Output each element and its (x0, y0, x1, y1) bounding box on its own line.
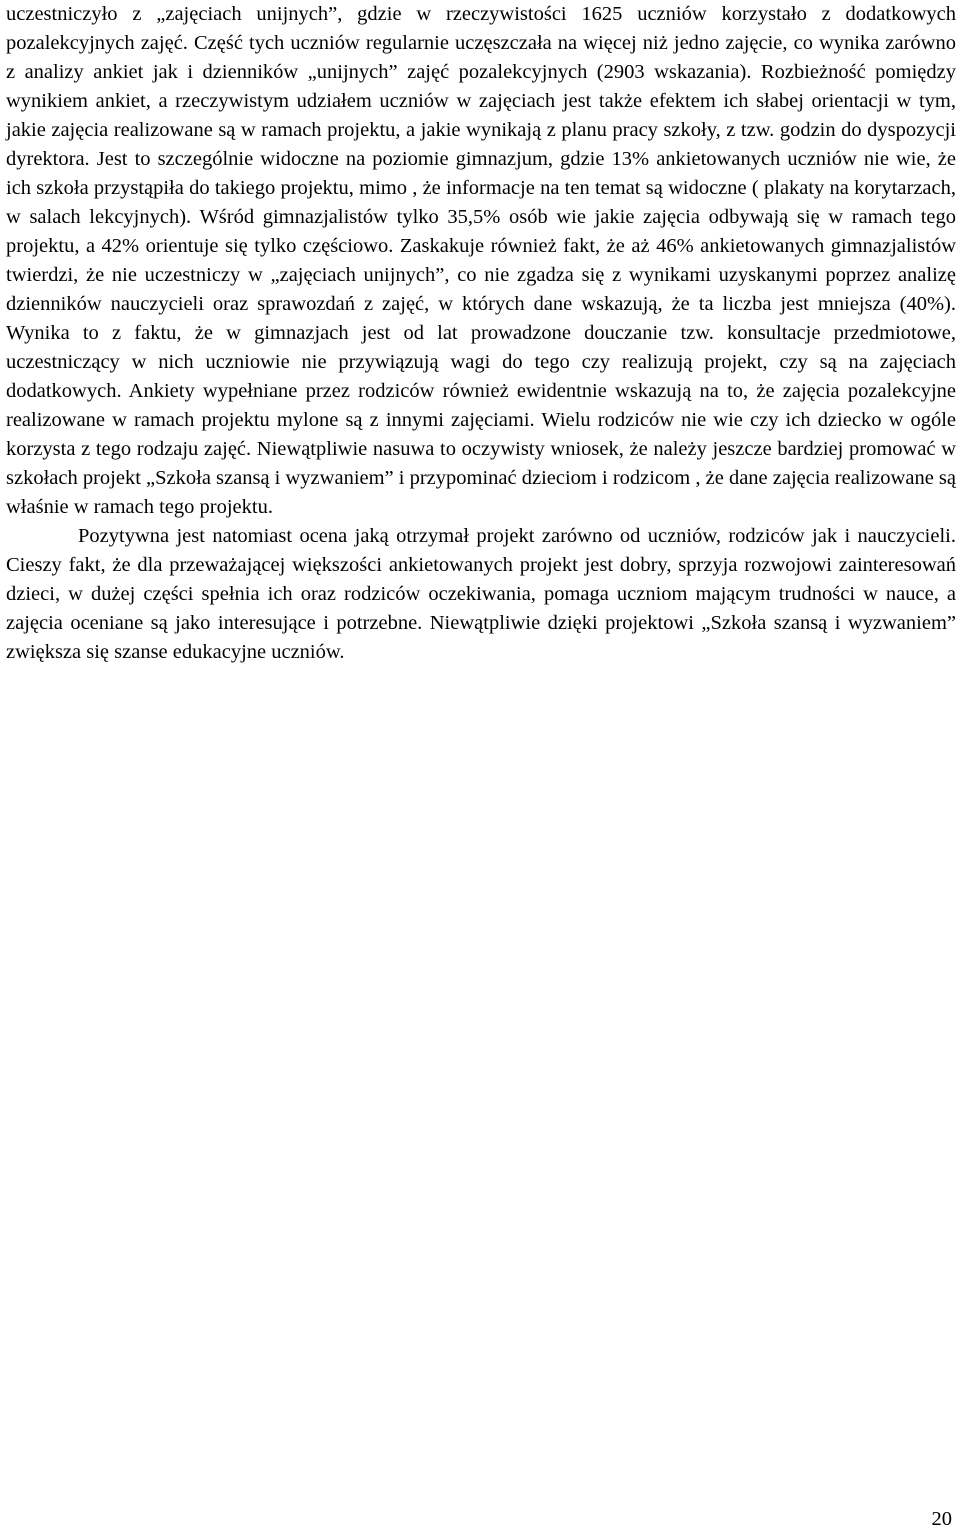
body-paragraph-evaluation: Pozytywna jest natomiast ocena jaką otrzymał projekt zarówno od uczniów, rodziców jak i nauczycieli. Cieszy fakt, że dla przeważającej większości ankietowanych projekt jest dobry, sprzyja rozwojowi zainteresowań dzieci, w dużej części spełnia ich oraz rodziców oczekiwania, pomaga uczniom mającym trudności w nauce, a zajęcia oceniane są jako interesujące i potrzebne. Niewątpliwie dzięki projektowi „Szkoła szansą i wyzwaniem” zwiększa się szanse edukacyjne uczniów. (6, 525, 956, 663)
body-paragraph-continued: uczestniczyło z „zajęciach unijnych”, gdzie w rzeczywistości 1625 uczniów korzystało z dodatkowych pozalekcyjnych zajęć. Część tych uczniów regularnie uczęszczała na więcej niż jedno zajęcie, co wynika zarówno z analizy ankiet jak i dzienników „unijnych” zajęć pozalekcyjnych (2903 wskazania). Rozbieżność pomiędzy wynikiem ankiet, a rzeczywistym udziałem uczniów w zajęciach jest także efektem ich słabej orientacji w tym, jakie zajęcia realizowane są w ramach projektu, a jakie wynikają z planu pracy szkoły, z tzw. godzin do dyspozycji dyrektora. Jest to szczególnie widoczne na poziomie gimnazjum, gdzie 13% ankietowanych uczniów nie wie, że ich szkoła przystąpiła do takiego projektu, mimo , że informacje na ten temat są widoczne ( plakaty na korytarzach, w salach lekcyjnych). Wśród gimnazjalistów tylko 35,5% osób wie jakie zajęcia odbywają się w ramach tego projektu, a 42% orientuje się tylko częściowo. Zaskakuje również fakt, że aż 46% ankietowanych gimnazjalistów twierdzi, że nie uczestniczy w „zajęciach unijnych”, co nie zgadza się z wynikami uzyskanymi poprzez analizę dzienników nauczycieli oraz sprawozdań z zajęć, w których dane wskazują, że ta liczba jest mniejsza (40%). Wynika to z faktu, że w gimnazjach jest od lat prowadzone douczanie tzw. konsultacje przedmiotowe, uczestniczący w nich uczniowie nie przywiązują wagi do tego czy realizują projekt, czy są na zajęciach dodatkowych. Ankiety wypełniane przez rodziców również ewidentnie wskazują na to, że zajęcia pozalekcyjne realizowane w ramach projektu mylone są z innymi zajęciami. Wielu rodziców nie wie czy ich dziecko w ogóle korzysta z tego rodzaju zajęć. Niewątpliwie nasuwa to oczywisty wniosek, że należy jeszcze bardziej promować w szkołach projekt „Szkoła szansą i wyzwaniem” i przypominać dzieciom i rodzicom , że dane zajęcia realizowane są właśnie w ramach tego projektu. (6, 3, 956, 518)
document-page (6, 0, 956, 667)
page-number: 20 (931, 1508, 952, 1530)
